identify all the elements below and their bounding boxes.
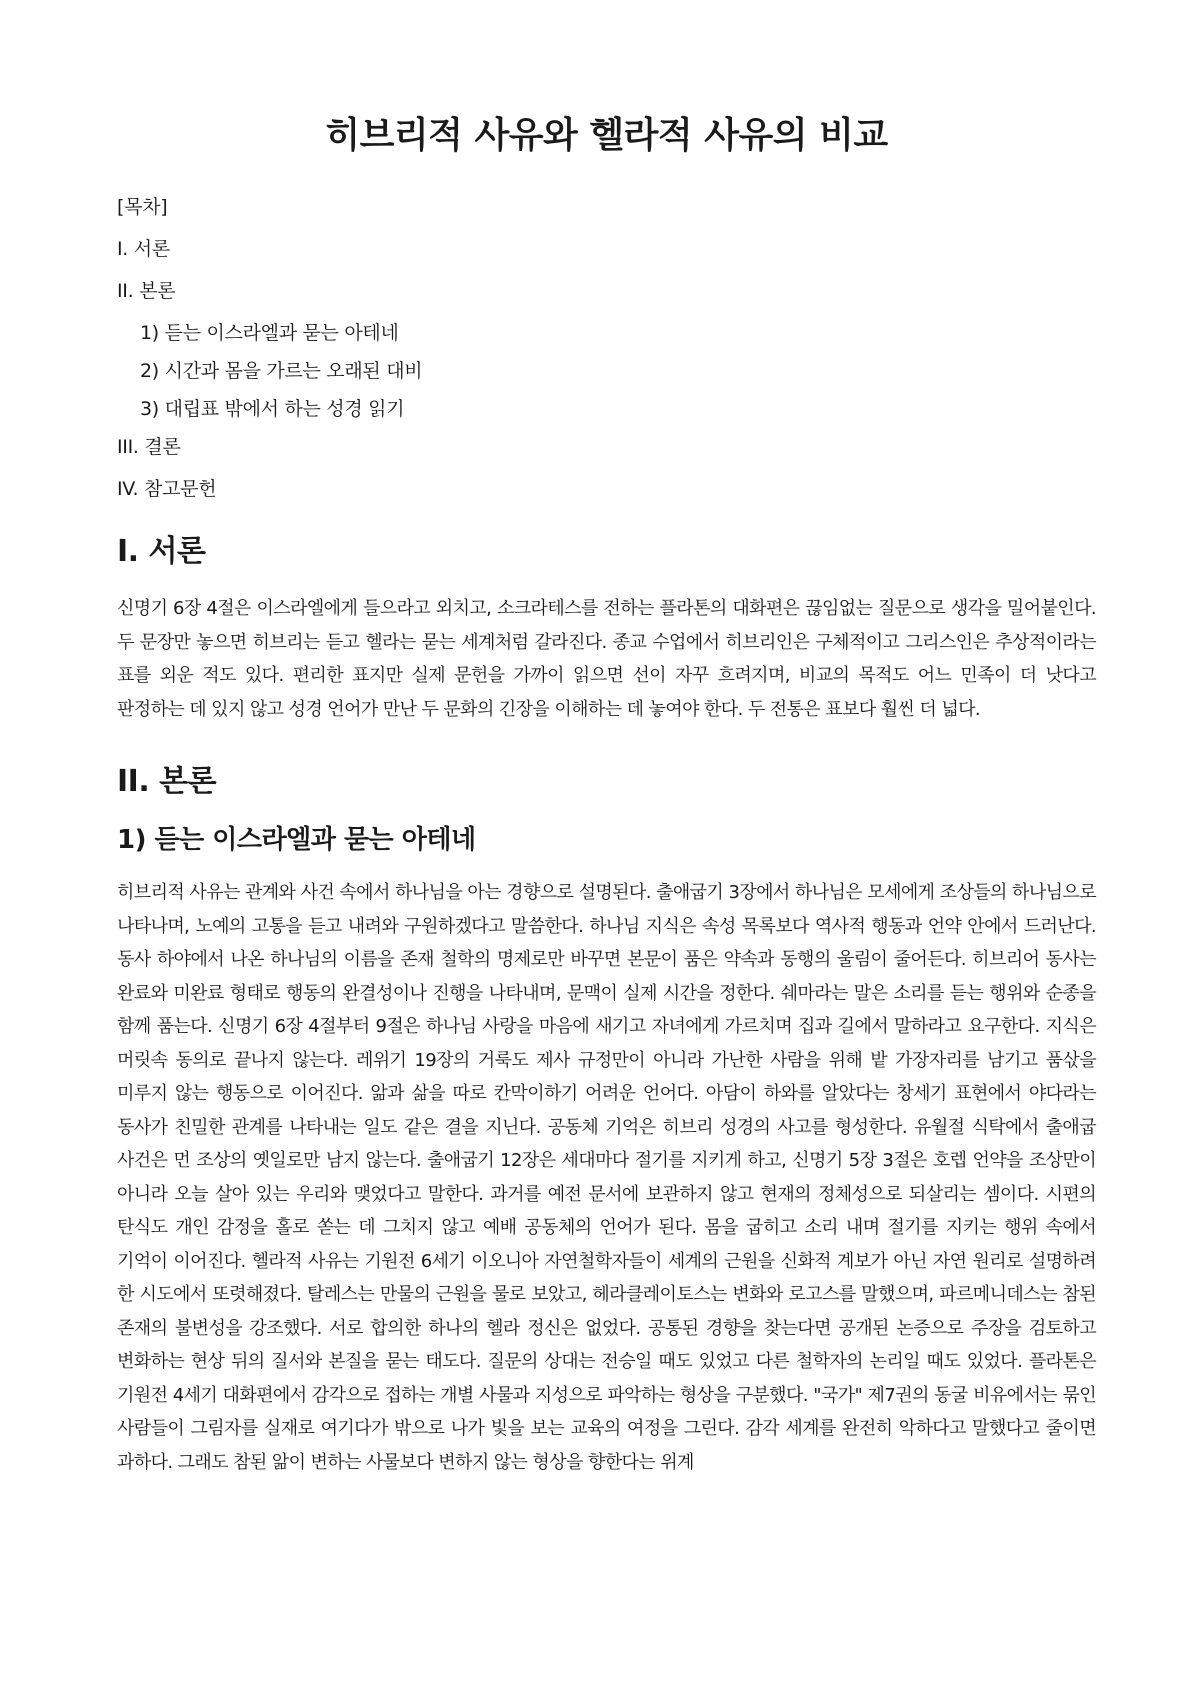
toc-subitem: 2) 시간과 몸을 가르는 오래된 대비 [140, 360, 423, 382]
toc-subitem: 3) 대립표 밖에서 하는 성경 읽기 [140, 398, 405, 420]
intro-paragraph: 신명기 6장 4절은 이스라엘에게 들으라고 외치고, 소크라테스를 전하는 플라톤의 대화편은 끊임없는 질문으로 생각을 밀어붙인다. 두 문장만 놓으면 히브리는 듣고 헬라는 묻는 세계처럼 갈라진다. 종교 수업에서 히브리인은 구체적이고 그리스인은 추상적이라는 표를 외운 적도 있다. 편리한 표지만 실제 문헌을 가까이 읽으면 선이 자꾸 흐려지며, 비교의 목적도 어느 민족이 더 낫다고 판정하는 데 있지 않고 성경 언어가 만난 두 문화의 긴장을 이해하는 데 놓여야 한다. 두 전통은 표보다 훨씬 더 넓다. [117, 598, 1096, 720]
toc-label: [목차] [117, 196, 168, 218]
subsection-1-paragraph: 히브리적 사유는 관계와 사건 속에서 하나님을 아는 경향으로 설명된다. 출애굽기 3장에서 하나님은 모세에게 조상들의 하나님으로 나타나며, 노예의 고통을 듣고 내려와 구원하겠다고 말씀한다. 하나님 지식은 속성 목록보다 역사적 행동과 언약 안에서 드러난다. 동사 하야에서 나온 하나님의 이름을 존재 철학의 명제로만 바꾸면 본문이 품은 약속과 동행의 울림이 줄어든다. 히브리어 동사는 완료와 미완료 형태로 행동의 완결성이나 진행을 나타내며, 문맥이 실제 시간을 정한다. 쉐마라는 말은 소리를 듣는 행위와 순종을 함께 품는다. 신명기 6장 4절부터 9절은 하나님 사랑을 마음에 새기고 자녀에게 가르치며 집과 길에서 말하라고 요구한다. 지식은 머릿속 동의로 끝나지 않는다. 레위기 19장의 거룩도 제사 규정만이 아니라 가난한 사람을 위해 밭 가장자리를 남기고 품삯을 미루지 않는 행동으로 이어진다. 앎과 삶을 따로 칸막이하기 어려운 언어다. 아담이 하와를 알았다는 창세기 표현에서 야다라는 동사가 친밀한 관계를 나타내는 일도 같은 결을 지닌다. 공동체 기억은 히브리 성경의 사고를 형성한다. 유월절 식탁에서 출애굽 사건은 먼 조상의 옛일로만 남지 않는다. 출애굽기 12장은 세대마다 절기를 지키게 하고, 신명기 5장 3절은 호렙 언약을 조상만이 아니라 오늘 살아 있는 우리와 맺었다고 말한다. 과거를 예전 문서에 보관하지 않고 현재의 정체성으로 되살리는 셈이다. 시편의 탄식도 개인 감정을 홀로 쏟는 데 그치지 않고 예배 공동체의 언어가 된다. 몸을 굽히고 소리 내며 절기를 지키는 행위 속에서 기억이 이어진다. 헬라적 사유는 기원전 6세기 이오니아 자연철학자들이 세계의 근원을 신화적 계보가 아닌 자연 원리로 설명하려 한 시도에서 또렷해졌다. 탈레스는 만물의 근원을 물로 보았고, 헤라클레이토스는 변화와 로고스를 말했으며, 파르메니데스는 참된 존재의 불변성을 강조했다. 서로 합의한 하나의 헬라 정신은 없었다. 공통된 경향을 찾는다면 공개된 논증으로 주장을 검토하고 변화하는 현상 뒤의 질서와 본질을 묻는 태도다. 질문의 상대는 전승일 때도 있었고 다른 철학자의 논리일 때도 있었다. 플라톤은 기원전 4세기 대화편에서 감각으로 접하는 개별 사물과 지성으로 파악하는 형상을 구분했다. "국가" 제7권의 동굴 비유에서는 묶인 사람들이 그림자를 실재로 여기다가 밖으로 나가 빛을 보는 교육의 여정을 그린다. 감각 세계를 완전히 악하다고 말했다고 줄이면 과하다. 그래도 참된 앎이 변하는 사물보다 변하지 않는 형상을 향한다는 위계 [117, 882, 1096, 1473]
toc-item: III. 결론 [117, 436, 181, 458]
subsection-heading-1: 1) 듣는 이스라엘과 묻는 아테네 [117, 825, 476, 855]
document-title: 히브리적 사유와 헬라적 사유의 비교 [325, 115, 888, 156]
section-heading-intro: I. 서론 [117, 534, 206, 569]
section-heading-main: II. 본론 [117, 764, 217, 799]
toc-item: I. 서론 [117, 238, 170, 260]
toc-item: II. 본론 [117, 280, 176, 302]
toc-item: IV. 참고문헌 [117, 478, 217, 500]
toc-subitem: 1) 듣는 이스라엘과 묻는 아테네 [140, 322, 399, 344]
table-of-contents [117, 194, 1096, 502]
